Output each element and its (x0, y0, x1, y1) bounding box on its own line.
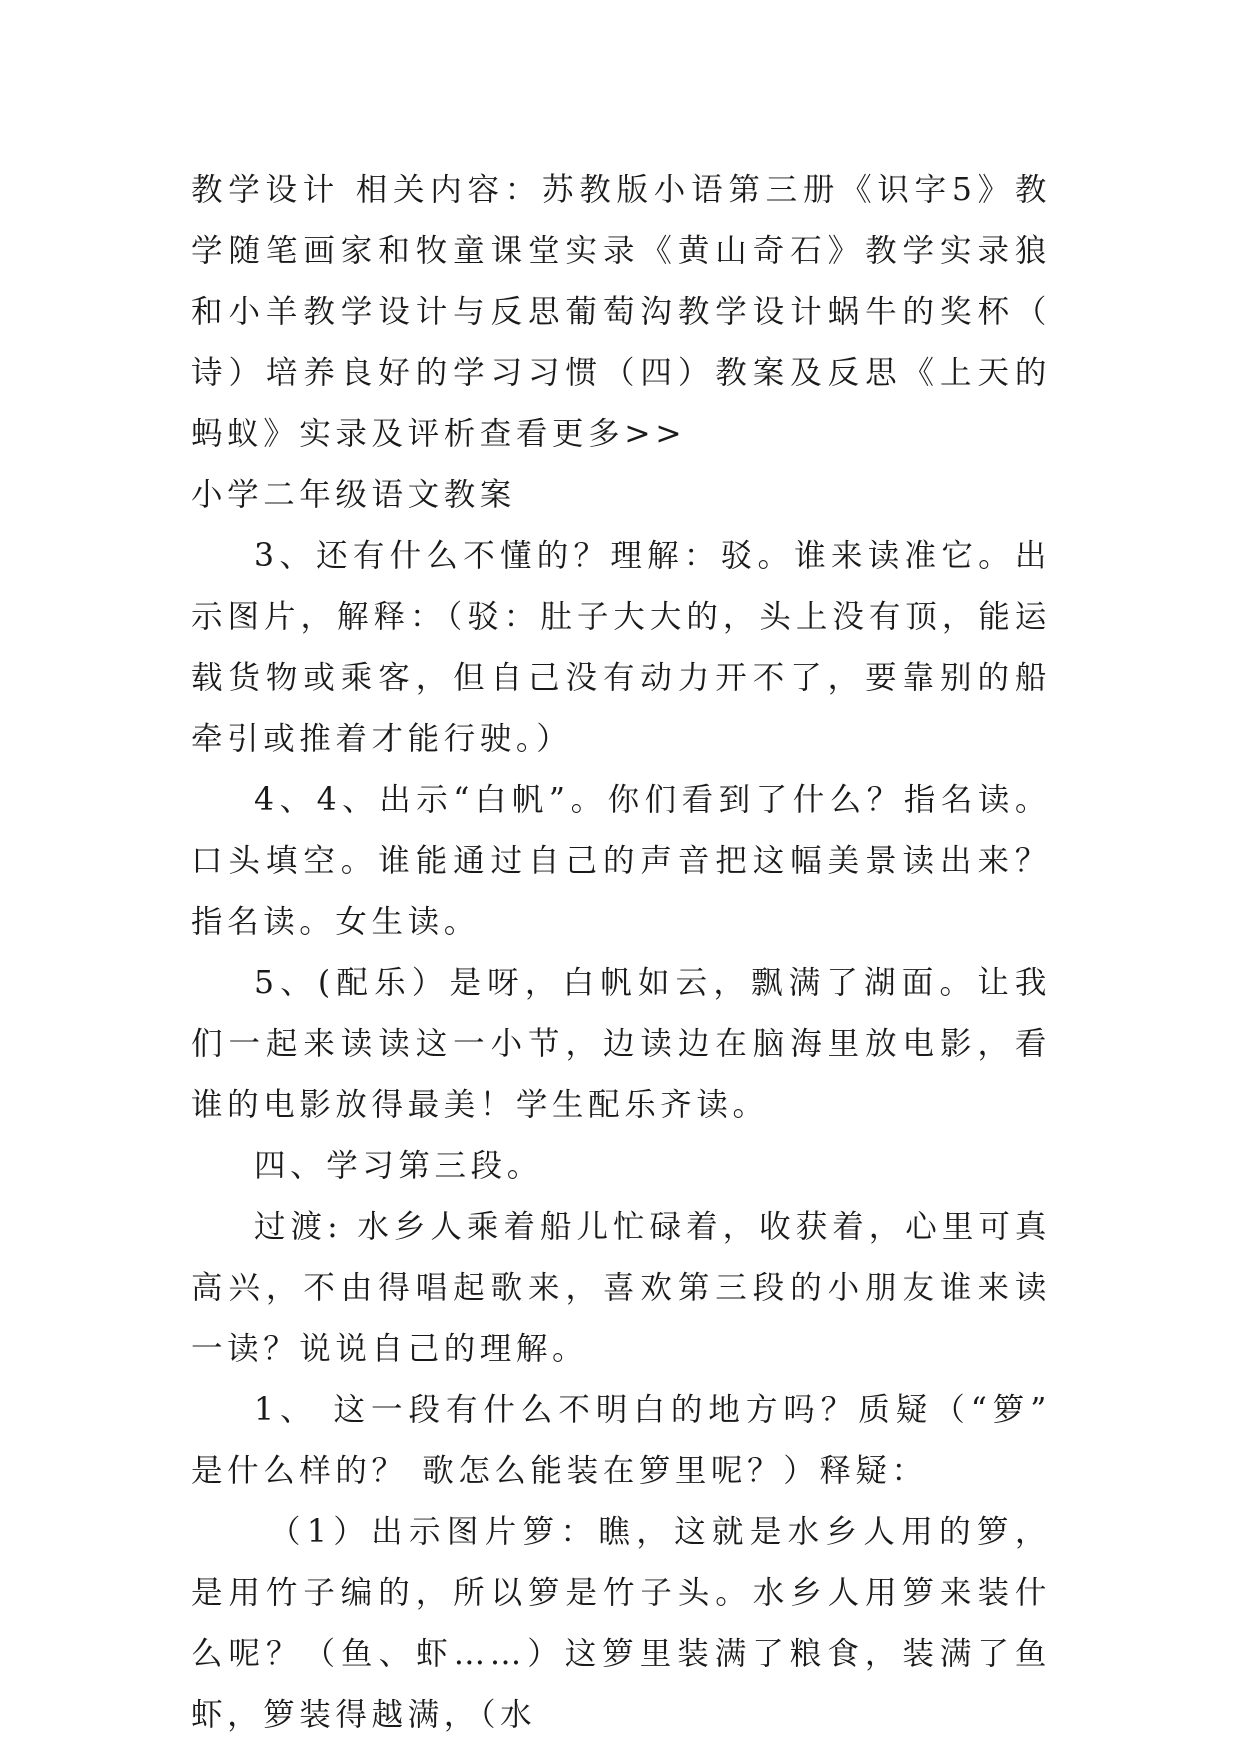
paragraph: 5、(配乐）是呀，白帆如云，飘满了湖面。让我们一起来读读这一小节，边读边在脑海里放电影，看谁的电影放得最美！学生配乐齐读。 (191, 965, 1051, 1123)
paragraph: （1）出示图片箩：瞧，这就是水乡人用的箩，是用竹子编的，所以箩是竹子头。水乡人用箩来装什么呢？（鱼、虾……）这箩里装满了粮食，装满了鱼虾，箩装得越满，（水 (191, 1514, 1051, 1733)
related-content-paragraph: 教学设计 相关内容：苏教版小语第三册《识字5》教学随笔画家和牧童课堂实录《黄山奇石》教学实录狼和小羊教学设计与反思葡萄沟教学设计蜗牛的奖杯（诗）培养良好的学习习惯（四）教案及反思《上天的蚂蚁》实录及评析查看更多>> (191, 172, 1051, 452)
document-body (191, 160, 1051, 1746)
section-heading: 四、学习第三段。 (254, 1148, 543, 1184)
paragraph: 3、还有什么不懂的？理解：驳。谁来读准它。出示图片，解释：（驳：肚子大大的，头上没有顶，能运载货物或乘客，但自己没有动力开不了，要靠别的船牵引或推着才能行驶。） (191, 538, 1051, 757)
paragraph: 过渡: 水乡人乘着船儿忙碌着，收获着，心里可真高兴，不由得唱起歌来，喜欢第三段的小朋友谁来读一读？说说自己的理解。 (191, 1209, 1051, 1367)
paragraph: 4、4、出示“白帆”。你们看到了什么？指名读。口头填空。谁能通过自己的声音把这幅美景读出来？指名读。女生读。 (191, 782, 1051, 940)
paragraph: 1、 这一段有什么不明白的地方吗？质疑（“箩” 是什么样的？ 歌怎么能装在箩里呢？）释疑： (191, 1392, 1051, 1489)
category-line: 小学二年级语文教案 (191, 477, 516, 513)
